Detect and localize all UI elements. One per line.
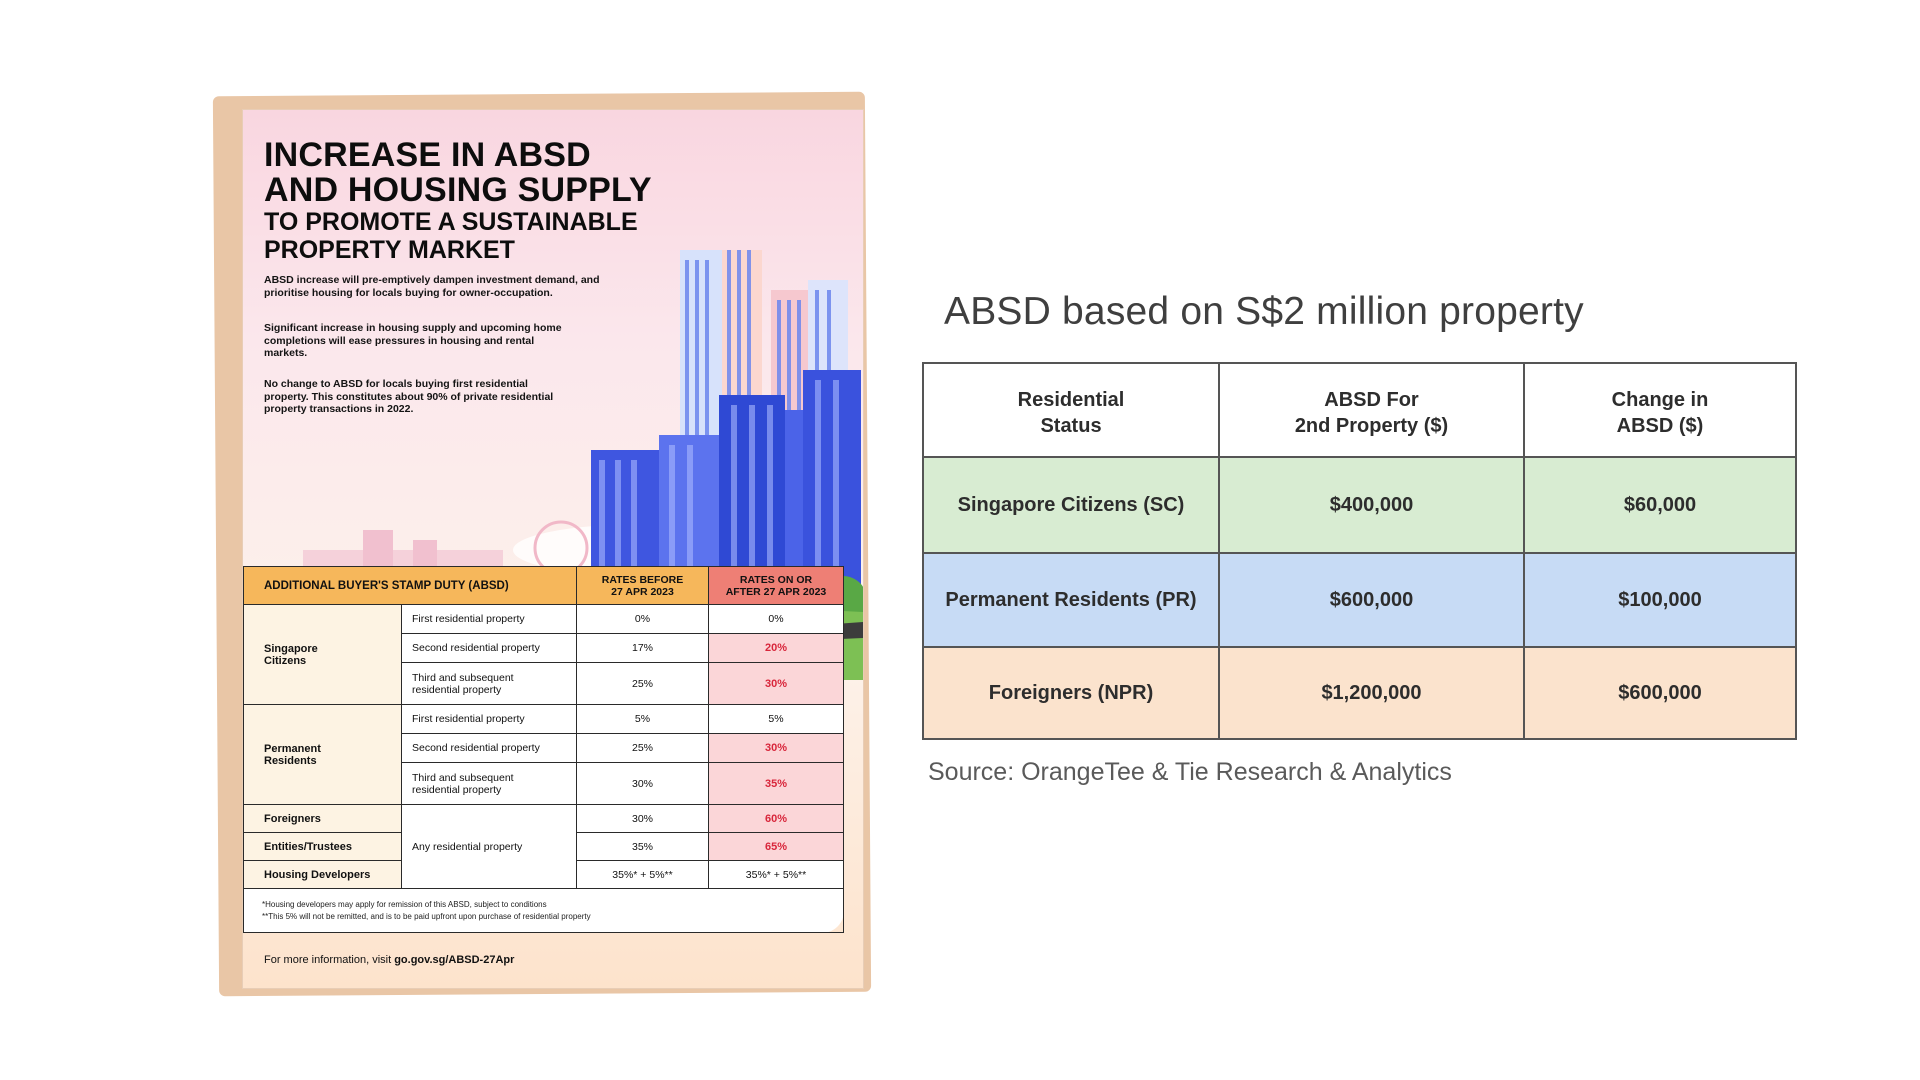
row-status: Permanent Residents (PR) [923,553,1219,647]
sc-second-after: 20% [709,634,844,663]
developers-after: 35%* + 5%** [709,861,844,889]
poster-paragraph-1: ABSD increase will pre-emptively dampen investment demand, and prioritise housing for locals buying for owner-occupation. [264,274,600,299]
header-absd: ADDITIONAL BUYER'S STAMP DUTY (ABSD) [244,567,577,605]
property-third-line-2: residential property [412,783,502,796]
row-status: Foreigners (NPR) [923,647,1219,739]
comparison-title: ABSD based on S$2 million property [944,290,1584,333]
pr-first-after: 5% [709,705,844,734]
header-absd-second-property [1219,363,1524,457]
absd-rates-table [243,566,843,933]
poster-title-line-2: AND HOUSING SUPPLY [264,171,652,209]
poster-subtitle-line-1: TO PROMOTE A SUSTAINABLE [264,208,638,236]
note-1: *Housing developers may apply for remission of this ABSD, subject to conditions [262,899,547,909]
row-change: $600,000 [1524,647,1796,739]
property-third [402,663,577,705]
header-rates-before-line-2: 27 APR 2023 [611,585,674,598]
table-row [923,647,1796,739]
sc-first-before: 0% [577,605,709,634]
header-status-line-2: Status [1040,415,1102,437]
header-absd-line-2: 2nd Property ($) [1294,415,1449,437]
source-note: Source: OrangeTee & Tie Research & Analytics [928,758,1452,786]
header-rates-after-line-1: RATES ON OR [739,573,813,586]
property-second: Second residential property [402,634,577,663]
table-row [923,457,1796,553]
poster-title-line-1: INCREASE IN ABSD [264,136,591,174]
category-housing-developers: Housing Developers [244,861,402,889]
row-status: Singapore Citizens (SC) [923,457,1219,553]
note-2: **This 5% will not be remitted, and is to be paid upfront upon purchase of residential property [262,911,591,921]
footer-link[interactable]: go.gov.sg/ABSD-27Apr [394,954,515,966]
row-change: $100,000 [1524,553,1796,647]
category-foreigners: Foreigners [244,805,402,833]
absd-rates-header-row [244,567,844,605]
header-change-line-2: ABSD ($) [1616,415,1704,437]
sc-third-before: 25% [577,663,709,705]
developers-before: 35%* + 5%** [577,861,709,889]
poster-footer [264,954,514,966]
category-permanent-residents [244,705,402,805]
row-change: $60,000 [1524,457,1796,553]
row-absd: $400,000 [1219,457,1524,553]
table-notes [244,889,844,933]
header-rates-after-line-2: AFTER 27 APR 2023 [725,585,827,598]
pr-third-after: 35% [709,763,844,805]
header-change-line-1: Change in [1611,389,1709,411]
footer-prefix: For more information, visit [264,954,395,966]
header-change-in-absd [1524,363,1796,457]
property-second: Second residential property [402,734,577,763]
sc-second-before: 17% [577,634,709,663]
absd-comparison-table [922,362,1797,740]
header-residential-status [923,363,1219,457]
property-third-line-1: Third and subsequent [412,671,514,684]
sc-first-after: 0% [709,605,844,634]
category-pr-line-2: Residents [264,754,317,767]
absd-poster [243,110,863,988]
pr-second-before: 25% [577,734,709,763]
table-notes-row [244,889,844,933]
pr-second-after: 30% [709,734,844,763]
table-row [244,705,844,734]
category-pr-line-1: Permanent [264,742,321,755]
poster-paragraph-3: No change to ABSD for locals buying first residential property. This constitutes about 90% of private residential property transactions in 2022. [264,378,554,415]
property-third-line-1: Third and subsequent [412,771,514,784]
pr-first-before: 5% [577,705,709,734]
poster-paragraph-2: Significant increase in housing supply and upcoming home completions will ease pressures in housing and rental markets. [264,322,562,359]
row-absd: $1,200,000 [1219,647,1524,739]
sc-third-after: 30% [709,663,844,705]
header-absd-line-1: ABSD For [1324,389,1419,411]
category-singapore-citizens [244,605,402,705]
poster-subtitle-line-2: PROPERTY MARKET [264,236,515,264]
row-absd: $600,000 [1219,553,1524,647]
property-first: First residential property [402,705,577,734]
table-row [923,553,1796,647]
foreigners-after: 60% [709,805,844,833]
category-sc-line-2: Citizens [264,654,307,667]
pr-third-before: 30% [577,763,709,805]
property-third-line-2: residential property [412,683,502,696]
poster-title [264,138,704,208]
table-row [244,605,844,634]
category-entities-trustees: Entities/Trustees [244,833,402,861]
foreigners-before: 30% [577,805,709,833]
property-any: Any residential property [402,805,577,889]
property-third [402,763,577,805]
property-first: First residential property [402,605,577,634]
comparison-header-row [923,363,1796,457]
header-rates-after [709,567,844,605]
entities-before: 35% [577,833,709,861]
category-sc-line-1: Singapore [264,642,318,655]
header-rates-before-line-1: RATES BEFORE [601,573,684,586]
entities-after: 65% [709,833,844,861]
header-rates-before [577,567,709,605]
table-row [244,805,844,833]
header-status-line-1: Residential [1017,389,1125,411]
